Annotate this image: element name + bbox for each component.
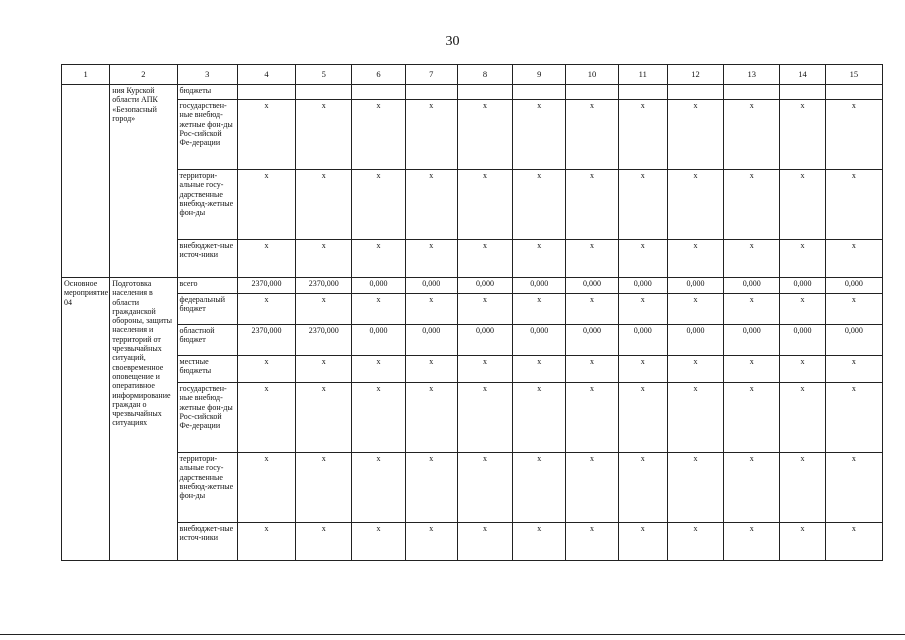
value-cell: x <box>352 170 405 240</box>
value-cell: x <box>780 383 825 453</box>
table-row <box>62 453 883 523</box>
value-cell: x <box>513 523 566 561</box>
value-cell: x <box>825 170 882 240</box>
table-row <box>62 383 883 453</box>
value-cell: x <box>457 170 512 240</box>
value-cell: x <box>237 240 295 278</box>
value-cell: x <box>457 100 512 170</box>
value-cell: x <box>618 356 667 383</box>
value-cell: x <box>457 453 512 523</box>
value-cell: x <box>405 170 457 240</box>
value-cell: x <box>667 294 723 325</box>
value-cell: x <box>513 453 566 523</box>
value-cell: x <box>825 356 882 383</box>
value-cell: x <box>618 383 667 453</box>
value-cell: x <box>724 294 780 325</box>
value-cell: x <box>513 170 566 240</box>
value-cell: 0,000 <box>513 325 566 356</box>
value-cell: x <box>618 523 667 561</box>
column-number-11: 11 <box>618 65 667 85</box>
value-cell: 0,000 <box>566 325 618 356</box>
value-cell: x <box>296 356 352 383</box>
value-cell: 0,000 <box>352 325 405 356</box>
table-body <box>62 65 883 561</box>
value-cell: x <box>566 453 618 523</box>
value-cell <box>513 85 566 100</box>
value-cell: 2370,000 <box>296 325 352 356</box>
value-cell: x <box>667 383 723 453</box>
value-cell: x <box>566 294 618 325</box>
column-number-7: 7 <box>405 65 457 85</box>
value-cell: x <box>618 100 667 170</box>
value-cell: x <box>352 240 405 278</box>
value-cell: x <box>618 453 667 523</box>
value-cell: x <box>405 383 457 453</box>
value-cell: 0,000 <box>667 278 723 294</box>
column-number-15: 15 <box>825 65 882 85</box>
value-cell: x <box>667 170 723 240</box>
value-cell: x <box>825 383 882 453</box>
measure-code-cell: Основное мероприятие 04 <box>62 278 110 561</box>
value-cell: x <box>780 100 825 170</box>
value-cell: x <box>237 100 295 170</box>
funding-source-cell: областной бюджет <box>177 325 237 356</box>
value-cell: x <box>618 294 667 325</box>
value-cell <box>405 85 457 100</box>
value-cell: x <box>780 294 825 325</box>
value-cell: x <box>352 523 405 561</box>
value-cell <box>780 85 825 100</box>
value-cell: 0,000 <box>457 278 512 294</box>
value-cell: x <box>566 383 618 453</box>
funding-source-cell: местные бюджеты <box>177 356 237 383</box>
measure-name-cell: Подготовка населения в области гражданской обороны, защиты населения и территорий от чрезвычайных ситуаций, своевременное оповещение и оперативное информирование граждан о чрезвычайных ситуациях <box>110 278 177 561</box>
value-cell: x <box>667 240 723 278</box>
value-cell <box>352 85 405 100</box>
column-number-9: 9 <box>513 65 566 85</box>
value-cell: x <box>724 453 780 523</box>
value-cell: 0,000 <box>618 278 667 294</box>
value-cell: x <box>667 453 723 523</box>
value-cell: x <box>352 100 405 170</box>
column-number-5: 5 <box>296 65 352 85</box>
value-cell: x <box>237 523 295 561</box>
value-cell: 0,000 <box>566 278 618 294</box>
value-cell: x <box>780 453 825 523</box>
value-cell: x <box>296 170 352 240</box>
value-cell: x <box>457 383 512 453</box>
value-cell: x <box>352 383 405 453</box>
column-number-14: 14 <box>780 65 825 85</box>
budget-table <box>61 64 883 561</box>
value-cell: x <box>237 170 295 240</box>
page-bottom-border <box>0 634 905 635</box>
value-cell: x <box>457 523 512 561</box>
table-row <box>62 325 883 356</box>
value-cell: x <box>667 523 723 561</box>
value-cell: x <box>825 453 882 523</box>
value-cell: 0,000 <box>457 325 512 356</box>
value-cell: x <box>405 453 457 523</box>
value-cell: x <box>296 383 352 453</box>
funding-source-cell: территори-альные госу-дарственные внебюд-жетные фон-ды <box>177 453 237 523</box>
value-cell: x <box>618 170 667 240</box>
column-number-13: 13 <box>724 65 780 85</box>
value-cell: x <box>566 240 618 278</box>
value-cell: x <box>566 100 618 170</box>
value-cell: x <box>724 240 780 278</box>
value-cell: 0,000 <box>780 325 825 356</box>
value-cell: x <box>618 240 667 278</box>
value-cell: x <box>667 100 723 170</box>
value-cell: x <box>825 100 882 170</box>
value-cell: x <box>457 294 512 325</box>
value-cell: 0,000 <box>352 278 405 294</box>
value-cell: x <box>296 100 352 170</box>
funding-source-cell: федеральный бюджет <box>177 294 237 325</box>
column-number-2: 2 <box>110 65 177 85</box>
funding-source-cell: внебюджет-ные источ-ники <box>177 523 237 561</box>
table-row <box>62 523 883 561</box>
value-cell: x <box>513 100 566 170</box>
funding-source-cell: всего <box>177 278 237 294</box>
value-cell: 0,000 <box>405 278 457 294</box>
value-cell: x <box>405 240 457 278</box>
measure-name-cell: ния Курской области АПК «Безопасный город» <box>110 85 177 278</box>
funding-source-cell: государствен-ные внебюд-жетные фон-ды Рос-сийской Фе-дерации <box>177 100 237 170</box>
value-cell: 0,000 <box>780 278 825 294</box>
value-cell: x <box>780 170 825 240</box>
value-cell: x <box>237 294 295 325</box>
value-cell: x <box>296 453 352 523</box>
funding-source-cell: внебюджет-ные источ-ники <box>177 240 237 278</box>
value-cell: x <box>825 294 882 325</box>
value-cell: x <box>296 523 352 561</box>
value-cell: x <box>780 240 825 278</box>
value-cell: x <box>513 240 566 278</box>
value-cell: x <box>457 356 512 383</box>
column-number-8: 8 <box>457 65 512 85</box>
value-cell: x <box>825 240 882 278</box>
value-cell: x <box>513 356 566 383</box>
value-cell: 0,000 <box>618 325 667 356</box>
value-cell: x <box>724 100 780 170</box>
value-cell: 2370,000 <box>237 278 295 294</box>
value-cell <box>667 85 723 100</box>
table-row <box>62 240 883 278</box>
value-cell: x <box>825 523 882 561</box>
value-cell: x <box>237 453 295 523</box>
column-number-6: 6 <box>352 65 405 85</box>
column-number-1: 1 <box>62 65 110 85</box>
value-cell <box>825 85 882 100</box>
value-cell: x <box>667 356 723 383</box>
table-row <box>62 356 883 383</box>
value-cell <box>296 85 352 100</box>
value-cell: x <box>296 294 352 325</box>
value-cell: x <box>237 356 295 383</box>
value-cell: x <box>405 356 457 383</box>
value-cell: x <box>513 294 566 325</box>
value-cell: x <box>566 170 618 240</box>
value-cell: x <box>780 356 825 383</box>
value-cell: x <box>405 100 457 170</box>
table-row <box>62 85 883 100</box>
value-cell <box>566 85 618 100</box>
value-cell: x <box>566 356 618 383</box>
table-row <box>62 170 883 240</box>
value-cell: 0,000 <box>825 278 882 294</box>
funding-source-cell: бюджеты <box>177 85 237 100</box>
table-row <box>62 100 883 170</box>
value-cell: x <box>352 356 405 383</box>
value-cell: x <box>352 453 405 523</box>
table-row <box>62 278 883 294</box>
value-cell <box>618 85 667 100</box>
value-cell: x <box>296 240 352 278</box>
column-number-10: 10 <box>566 65 618 85</box>
value-cell: 0,000 <box>405 325 457 356</box>
value-cell: 0,000 <box>667 325 723 356</box>
value-cell: x <box>780 523 825 561</box>
value-cell: 0,000 <box>825 325 882 356</box>
value-cell <box>457 85 512 100</box>
value-cell: x <box>724 170 780 240</box>
page-number: 30 <box>445 34 460 49</box>
value-cell: 0,000 <box>724 278 780 294</box>
value-cell: x <box>566 523 618 561</box>
value-cell: x <box>457 240 512 278</box>
value-cell <box>724 85 780 100</box>
value-cell: x <box>237 383 295 453</box>
measure-code-cell <box>62 85 110 278</box>
funding-source-cell: территори-альные госу-дарственные внебюд-жетные фон-ды <box>177 170 237 240</box>
value-cell: 2370,000 <box>237 325 295 356</box>
value-cell: 0,000 <box>513 278 566 294</box>
funding-source-cell: государствен-ные внебюд-жетные фон-ды Рос-сийской Фе-дерации <box>177 383 237 453</box>
value-cell: x <box>405 523 457 561</box>
value-cell: 0,000 <box>724 325 780 356</box>
column-number-12: 12 <box>667 65 723 85</box>
value-cell <box>237 85 295 100</box>
value-cell: x <box>352 294 405 325</box>
value-cell: x <box>724 523 780 561</box>
value-cell: x <box>724 383 780 453</box>
value-cell: x <box>724 356 780 383</box>
value-cell: 2370,000 <box>296 278 352 294</box>
value-cell: x <box>513 383 566 453</box>
column-number-3: 3 <box>177 65 237 85</box>
table-row <box>62 294 883 325</box>
value-cell: x <box>405 294 457 325</box>
header-row <box>62 65 883 85</box>
column-number-4: 4 <box>237 65 295 85</box>
